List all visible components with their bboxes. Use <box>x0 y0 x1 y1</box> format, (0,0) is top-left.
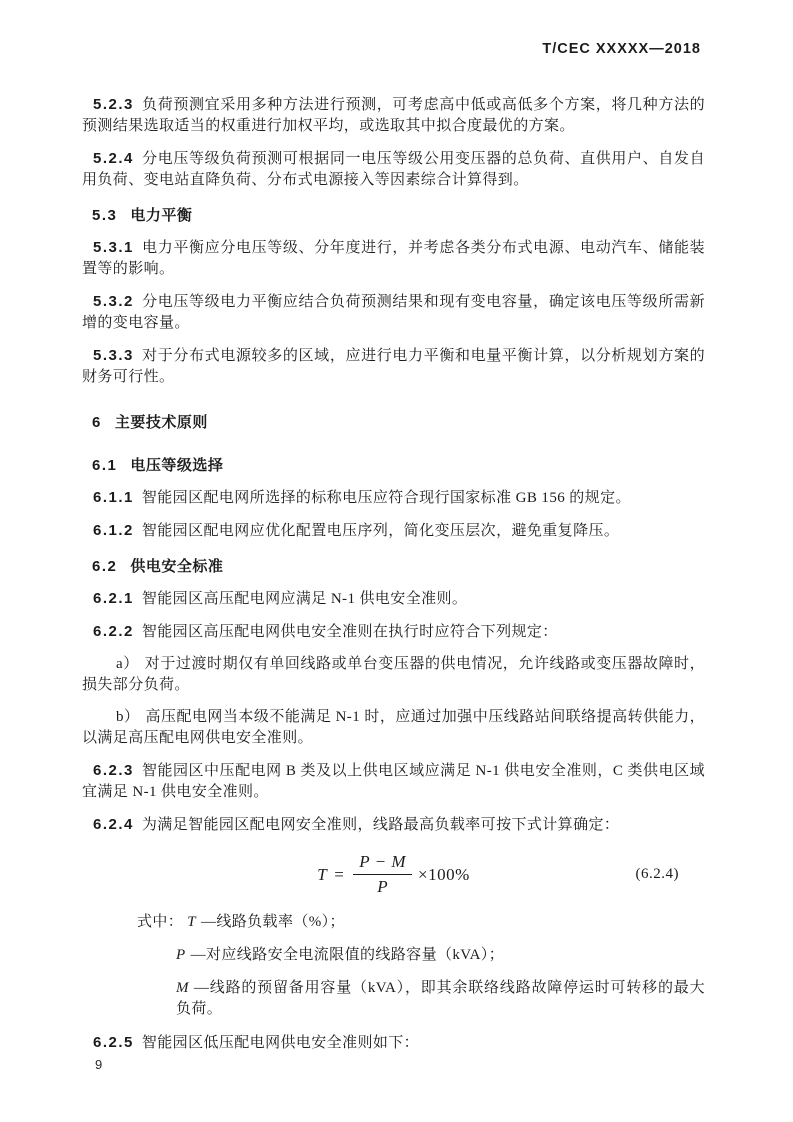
clause-number: 6.1.1 <box>93 489 134 506</box>
clause-text: 智能园区低压配电网供电安全准则如下： <box>141 1035 420 1051</box>
document-code: T/CEC XXXXX—2018 <box>542 41 701 57</box>
heading-number: 6.2 <box>92 558 118 575</box>
where-symbol: P <box>176 947 186 963</box>
clause-number: 5.2.4 <box>93 150 134 167</box>
clause-number: 5.3.1 <box>93 239 134 256</box>
clause-number: 5.2.3 <box>93 96 134 113</box>
clause-5-3-2 <box>82 291 705 334</box>
clause-number: 6.2.5 <box>93 1034 134 1051</box>
clause-number: 6.2.4 <box>93 816 134 833</box>
clause-text: 为满足智能园区配电网安全准则，线路最高负载率可按下式计算确定： <box>141 817 620 833</box>
formula-lhs: T <box>317 864 328 884</box>
heading-title: 电压等级选择 <box>130 457 224 474</box>
heading-6-1 <box>82 455 705 476</box>
clause-text: 分电压等级电力平衡应结合负荷预测结果和现有变电容量，确定该电压等级所需新增的变电容量。 <box>82 294 705 331</box>
clause-text: 智能园区中压配电网 B 类及以上供电区域应满足 N-1 供电安全准则，C 类供电区域宜满足 N-1 供电安全准则。 <box>82 763 705 800</box>
where-symbol: M <box>176 980 189 996</box>
fraction-numerator: P − M <box>359 852 407 871</box>
fraction-denominator: P <box>353 874 412 897</box>
formula-multiplier: ×100% <box>418 864 470 884</box>
clause-5-3-1 <box>82 237 705 280</box>
list-item-a <box>82 654 705 696</box>
clause-5-2-4 <box>82 148 705 191</box>
where-symbol: T <box>187 914 196 930</box>
clause-6-1-2 <box>82 520 705 542</box>
list-item-text: 高压配电网当本级不能满足 N-1 时，应通过加强中压线路站间联络提高转供能力，以满足高压配电网供电安全准则。 <box>82 709 705 746</box>
where-line-P <box>82 945 705 966</box>
clause-number: 6.1.2 <box>93 522 134 539</box>
where-line-T <box>82 912 705 933</box>
clause-text: 负荷预测宜采用多种方法进行预测，可考虑高中低或高低多个方案，将几种方法的预测结果选取适当的权重进行加权平均，或选取其中拟合度最优的方案。 <box>82 97 705 134</box>
where-label: 式中： <box>137 914 184 930</box>
clause-6-2-3 <box>82 760 705 803</box>
list-item-label: a） <box>116 656 139 672</box>
heading-6 <box>82 412 705 433</box>
clause-number: 5.3.2 <box>93 293 134 310</box>
page-footer <box>95 1057 102 1072</box>
page-number: 9 <box>95 1057 103 1072</box>
formula-6-2-4 <box>82 850 705 898</box>
heading-number: 5.3 <box>92 207 118 224</box>
clause-5-3-3 <box>82 345 705 388</box>
heading-5-3 <box>82 205 705 226</box>
clause-text: 对于分布式电源较多的区域，应进行电力平衡和电量平衡计算，以分析规划方案的财务可行性。 <box>82 348 705 385</box>
list-item-b <box>82 707 705 749</box>
clause-number: 5.3.3 <box>93 347 134 364</box>
clause-text: 智能园区高压配电网应满足 N-1 供电安全准则。 <box>141 591 468 607</box>
heading-title: 电力平衡 <box>130 207 193 224</box>
list-item-text: 对于过渡时期仅有单回线路或单台变压器的供电情况，允许线路或变压器故障时，损失部分负荷。 <box>82 656 705 693</box>
heading-title: 主要技术原则 <box>114 414 208 431</box>
where-desc: —线路的预留备用容量（kVA），即其余联络线路故障停运时可转移的最大负荷。 <box>176 980 705 1017</box>
clause-6-2-4 <box>82 814 705 836</box>
where-desc: —对应线路安全电流限值的线路容量（kVA）； <box>190 947 505 963</box>
clause-text: 电力平衡应分电压等级、分年度进行，并考虑各类分布式电源、电动汽车、储能装置等的影响。 <box>82 240 705 277</box>
where-desc: —线路负载率（%）； <box>200 914 345 930</box>
clause-number: 6.2.3 <box>93 762 134 779</box>
clause-text: 智能园区配电网应优化配置电压序列，简化变压层次，避免重复降压。 <box>141 523 620 539</box>
where-line-M <box>82 978 705 1020</box>
heading-number: 6 <box>92 414 102 431</box>
clause-6-2-2 <box>82 621 705 643</box>
formula-where-block <box>82 912 705 1020</box>
document-body <box>0 94 793 1054</box>
clause-5-2-3 <box>82 94 705 137</box>
formula-expression <box>82 850 705 898</box>
page-header <box>0 0 793 58</box>
equals-sign: = <box>334 864 345 884</box>
clause-6-1-1 <box>82 487 705 509</box>
heading-6-2 <box>82 556 705 577</box>
fraction <box>353 851 412 897</box>
clause-text: 智能园区配电网所选择的标称电压应符合现行国家标准 GB 156 的规定。 <box>141 490 631 506</box>
list-item-label: b） <box>116 709 140 725</box>
heading-number: 6.1 <box>92 457 118 474</box>
heading-title: 供电安全标准 <box>130 558 224 575</box>
clause-number: 6.2.1 <box>93 590 134 607</box>
clause-6-2-1 <box>82 588 705 610</box>
clause-6-2-5 <box>82 1032 705 1054</box>
clause-number: 6.2.2 <box>93 623 134 640</box>
clause-text: 智能园区高压配电网供电安全准则在执行时应符合下列规定： <box>141 624 558 640</box>
equation-number: (6.2.4) <box>635 866 679 882</box>
clause-text: 分电压等级负荷预测可根据同一电压等级公用变压器的总负荷、直供用户、自发自用负荷、变电站直降负荷、分布式电源接入等因素综合计算得到。 <box>82 151 705 188</box>
